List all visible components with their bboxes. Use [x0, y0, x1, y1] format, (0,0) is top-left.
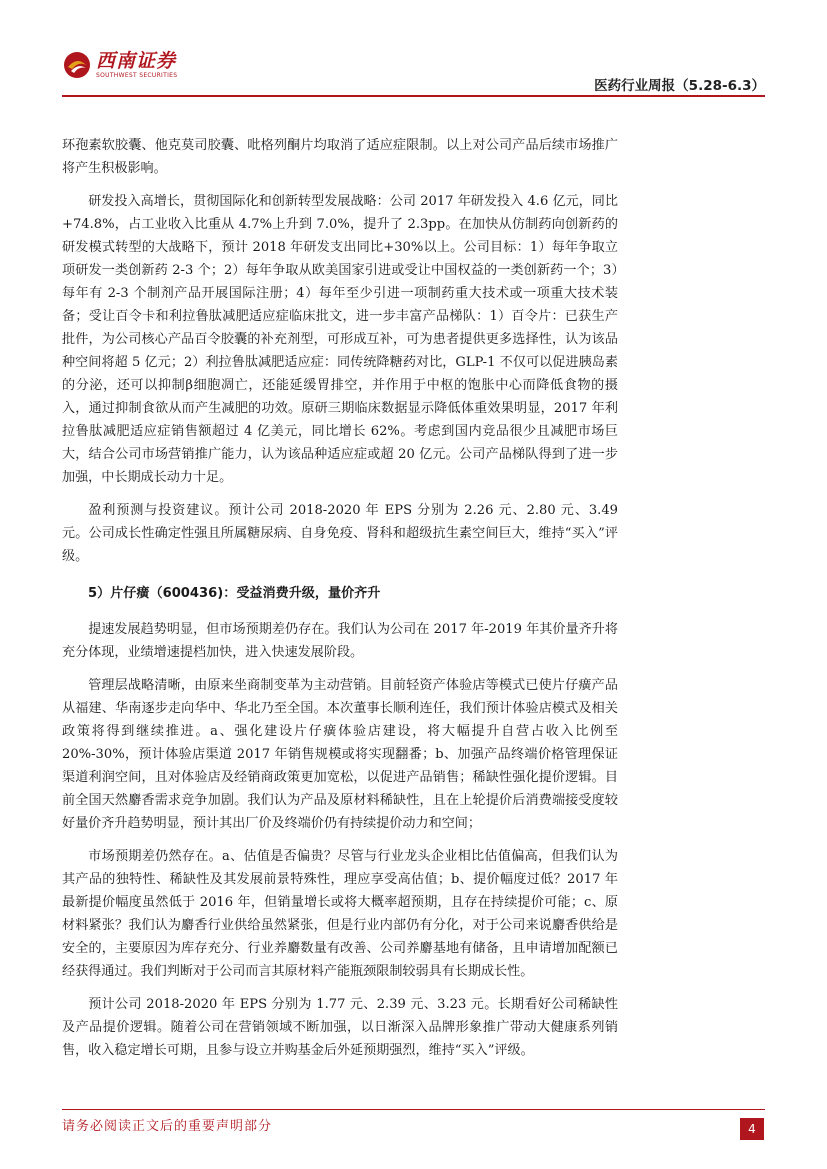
- report-title: 医药行业周报（5.28-6.3）: [594, 78, 765, 94]
- main-content: [62, 134, 618, 1072]
- header-divider: [62, 95, 765, 97]
- paragraph-2: 研发投入高增长，贯彻国际化和创新转型发展战略：公司 2017 年研发投入 4.6 亿元，同比+74.8%，占工业收入比重从 4.7%上升到 7.0%，提升了 2.3pp。在加快从仿制药向创新药的研发模式转型的大战略下，预计 2018 年研发支出同比+30%以上。公司目标：1）每年争取立项研发一类创新药 2-3 个；2）每年争取从欧美国家引进或受让中国权益的一类创新药一个；3）每年有 2-3 个制剂产品开展国际注册；4）每年至少引进一项制药重大技术或一项重大技术装备；受让百令卡和利拉鲁肽减肥适应症临床批文，进一步丰富产品梯队：1）百令片：已获生产批件，为公司核心产品百令胶囊的补充剂型，可形成互补，可为患者提供更多选择性，认为该品种空间将超 5 亿元；2）利拉鲁肽减肥适应症：同传统降糖药对比，GLP-1 不仅可以促进胰岛素的分泌，还可以抑制β细胞凋亡，还能延缓胃排空，并作用于中枢的饱胀中心而降低食物的摄入，通过抑制食欲从而产生减肥的功效。原研三期临床数据显示降低体重效果明显，2017 年利拉鲁肽减肥适应症销售额超过 4 亿美元，同比增长 62%。考虑到国内竞品很少且减肥市场巨大，结合公司市场营销推广能力，认为该品种适应症或超 20 亿元。公司产品梯队得到了进一步加强，中长期成长动力十足。: [62, 194, 618, 485]
- paragraph-1: 环孢素软胶囊、他克莫司胶囊、吡格列酮片均取消了适应症限制。以上对公司产品后续市场推广将产生积极影响。: [62, 138, 618, 176]
- logo-wordmark: [96, 51, 177, 79]
- page-number: 4: [740, 1118, 764, 1140]
- logo-english-name: SOUTHWEST SECURITIES: [96, 72, 178, 79]
- paragraph-4: 提速发展趋势明显，但市场预期差仍存在。我们认为公司在 2017 年-2019 年其价量齐升将充分体现，业绩增速提档加快，进入快速发展阶段。: [62, 622, 618, 660]
- paragraph-3: 盈利预测与投资建议。预计公司 2018-2020 年 EPS 分别为 2.26 元、2.80 元、3.49 元。公司成长性确定性强且所属糖尿病、自身免疫、肾科和超级抗生素空间巨大，维持“买入”评级。: [62, 503, 618, 564]
- page-header: [0, 0, 827, 100]
- paragraph-6: 市场预期差仍然存在。a、估值是否偏贵？尽管与行业龙头企业相比估值偏高，但我们认为其产品的独特性、稀缺性及其发展前景特殊性，理应享受高估值；b、提价幅度过低？2017 年最新提价幅度虽然低于 2016 年，但销量增长或将大概率超预期，且存在持续提价可能；c、原材料紧张？我们认为麝香行业供给虽然紧张，但是行业内部仍有分化，对于公司来说麝香供给是安全的，主要原因为库存充分、行业养麝数量有改善、公司养麝基地有储备，且申请增加配额已经获得通过。我们判断对于公司而言其原材料产能瓶颈限制较弱具有长期成长性。: [62, 849, 618, 979]
- paragraph-5: 管理层战略清晰，由原来坐商制变革为主动营销。目前轻资产体验店等模式已使片仔癀产品从福建、华南逐步走向华中、华北乃至全国。本次董事长顺利连任，我们预计体验店模式及相关政策将得到继续推进。a、强化建设片仔癀体验店建设，将大幅提升自营占收入比例至 20%-30%，预计体验店渠道 2017 年销售规模或将实现翻番；b、加强产品终端价格管理保证渠道利润空间，且对体验店及经销商政策更加宽松，以促进产品销售；稀缺性强化提价逻辑。目前全国天然麝香需求竞争加剧。我们认为产品及原材料稀缺性，且在上轮提价后消费端接受度较好量价齐升趋势明显，预计其出厂价及终端价仍有持续提价动力和空间；: [62, 678, 618, 831]
- paragraph-7: 预计公司 2018-2020 年 EPS 分别为 1.77 元、2.39 元、3.23 元。长期看好公司稀缺性及产品提价逻辑。随着公司在营销领域不断加强，以日渐深入品牌形象推广带动大健康系列销售，收入稳定增长可期，且参与设立并购基金后外延预期强烈，维持“买入”评级。: [62, 997, 618, 1058]
- footer-divider: [62, 1109, 765, 1110]
- logo-chinese-name: 西南证券: [96, 50, 177, 72]
- section-heading: 5）片仔癀（600436)：受益消费升级，量价齐升: [88, 586, 381, 601]
- disclaimer-note: 请务必阅读正文后的重要声明部分: [62, 1119, 273, 1134]
- company-logo: [62, 50, 177, 80]
- logo-emblem-icon: [62, 50, 92, 80]
